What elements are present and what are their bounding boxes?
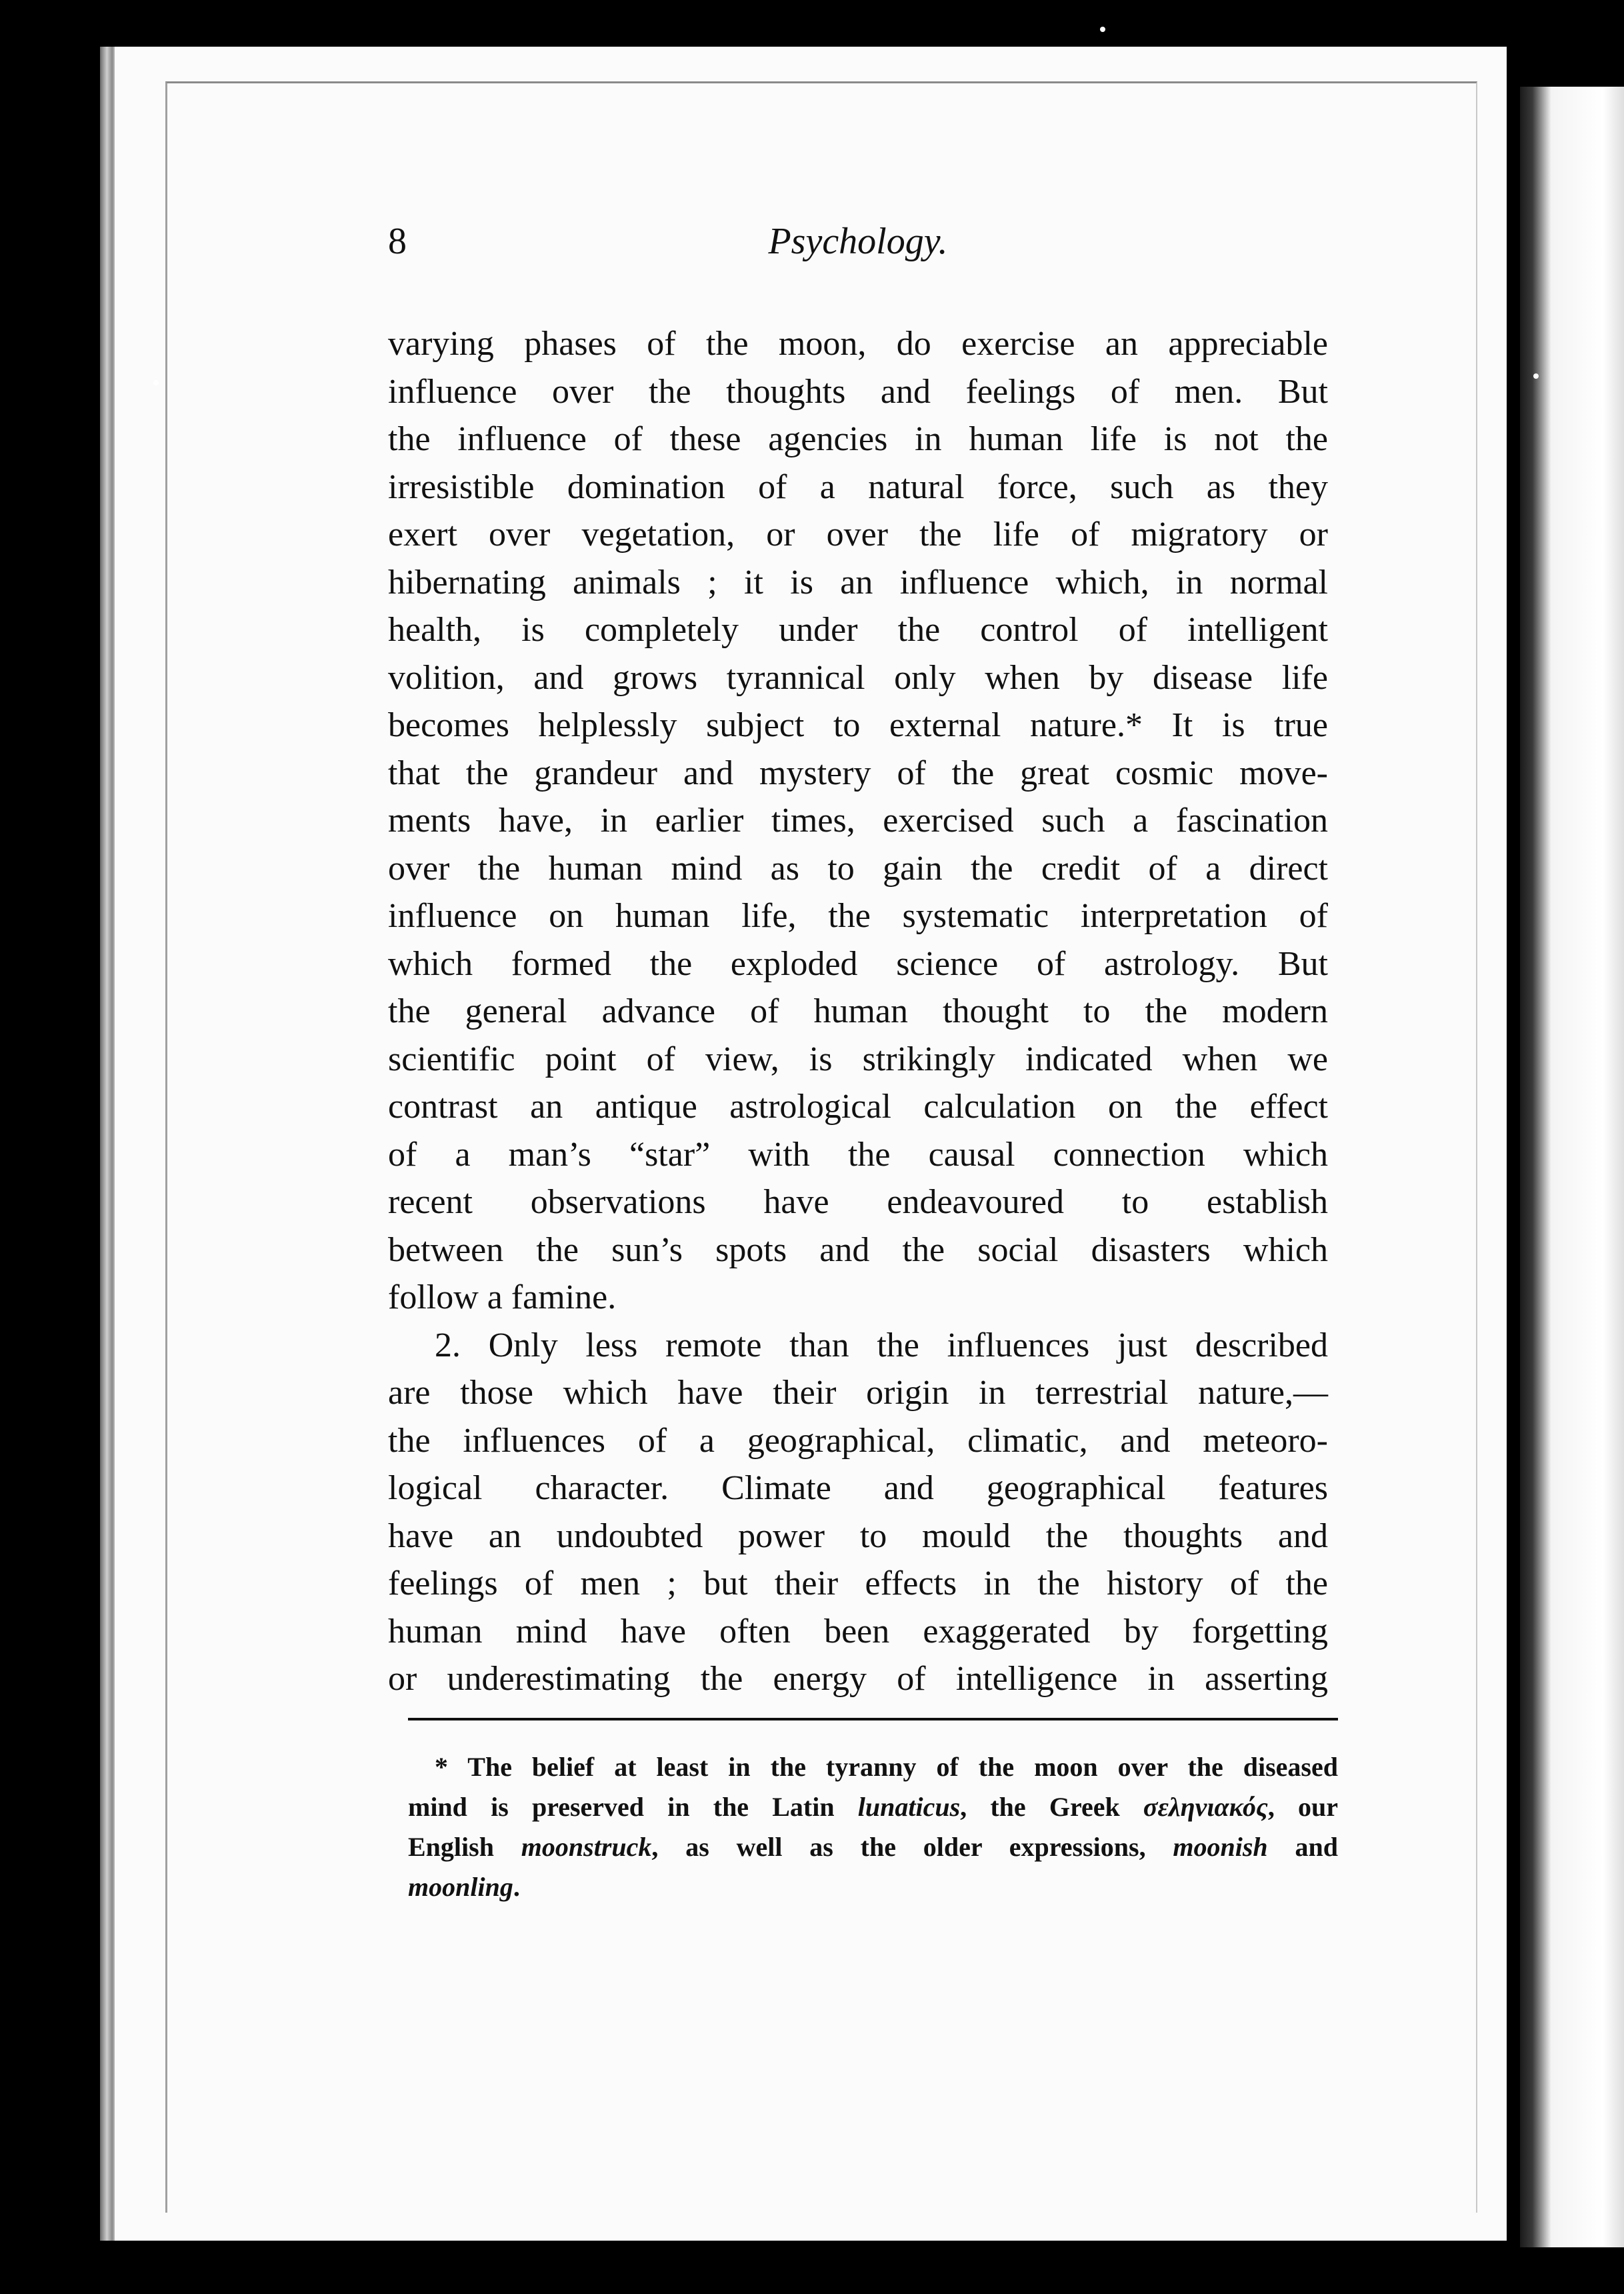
footnote-line: * The belief at least in the tyranny of the moon over the diseased (435, 1751, 1338, 1782)
text-line: becomes helplessly subject to external nature.* It is true (388, 706, 1328, 744)
footnote-text: . (513, 1871, 520, 1902)
footnote (408, 1747, 1338, 1907)
footnote-text: mind is preserved in the Latin (408, 1791, 858, 1822)
footnote-greek-term: σεληνιακός (1143, 1791, 1268, 1822)
text-line: scientific point of view, is strikingly indicated when we (388, 1040, 1328, 1078)
page-content (388, 220, 1339, 1907)
footnote-text: , the Greek (960, 1791, 1143, 1822)
text-line: that the grandeur and mystery of the great cosmic move- (388, 754, 1328, 792)
footnote-text: and (1267, 1831, 1338, 1862)
text-line: varying phases of the moon, do exercise an appreciable (388, 325, 1328, 363)
text-line: contrast an antique astrological calculation on the effect (388, 1088, 1328, 1126)
text-line: are those which have their origin in terrestrial nature,— (388, 1374, 1328, 1412)
footnote-line (408, 1867, 1338, 1907)
text-line: recent observations have endeavoured to establish (388, 1183, 1328, 1221)
footnote-text: , as well as the older expressions, (651, 1831, 1173, 1862)
text-line: ments have, in earlier times, exercised such a fascination (388, 802, 1328, 840)
text-line: hibernating animals ; it is an influence which, in normal (388, 563, 1328, 602)
text-line: human mind have often been exaggerated by forgetting (388, 1612, 1328, 1650)
text-line: exert over vegetation, or over the life of migratory or (388, 515, 1328, 553)
body-text (388, 320, 1328, 1703)
running-title: Psychology. (768, 221, 948, 262)
paragraph-start-line: 2. Only less remote than the influences just described (435, 1326, 1328, 1364)
text-line: influence on human life, the systematic interpretation of (388, 897, 1328, 935)
text-line: logical character. Climate and geographical features (388, 1469, 1328, 1507)
text-line: which formed the exploded science of astrology. But (388, 944, 1328, 983)
footnote-italic-term: moonling (408, 1871, 513, 1902)
text-line: have an undoubted power to mould the thoughts and (388, 1516, 1328, 1555)
facing-page-edge (1520, 87, 1624, 2247)
footnote-line (408, 1787, 1338, 1827)
text-line: the influence of these agencies in human life is not the (388, 420, 1328, 458)
footnote-italic-term: moonish (1173, 1831, 1268, 1862)
text-line: follow a famine. (388, 1278, 617, 1316)
footnote-line (408, 1827, 1338, 1867)
footnote-text: , our (1267, 1791, 1339, 1822)
text-line: feelings of men ; but their effects in the history of the (388, 1564, 1328, 1602)
scan-speck (153, 380, 159, 385)
text-line: influence over the thoughts and feelings of men. But (388, 372, 1328, 411)
text-line: the general advance of human thought to the modern (388, 992, 1328, 1030)
text-line: of a man’s “star” with the causal connection which (388, 1135, 1328, 1174)
text-line: volition, and grows tyrannical only when by disease life (388, 658, 1328, 697)
footnote-italic-term: moonstruck (521, 1831, 652, 1862)
footnote-italic-term: lunaticus (857, 1791, 961, 1822)
running-head (388, 220, 1328, 280)
text-line: irresistible domination of a natural force, such as they (388, 467, 1328, 506)
footnote-text: English (408, 1831, 521, 1862)
text-line: between the sun’s spots and the social disasters which (388, 1230, 1328, 1269)
page-number: 8 (388, 221, 407, 262)
scan-speck (1100, 27, 1105, 32)
text-line: over the human mind as to gain the credit of a direct (388, 849, 1328, 888)
footnote-rule (408, 1718, 1338, 1720)
text-line: or underestimating the energy of intelligence in asserting (388, 1660, 1328, 1698)
scan-speck (1533, 373, 1539, 379)
text-line: health, is completely under the control of intelligent (388, 611, 1328, 649)
text-line: the influences of a geographical, climatic, and meteoro- (388, 1421, 1328, 1460)
